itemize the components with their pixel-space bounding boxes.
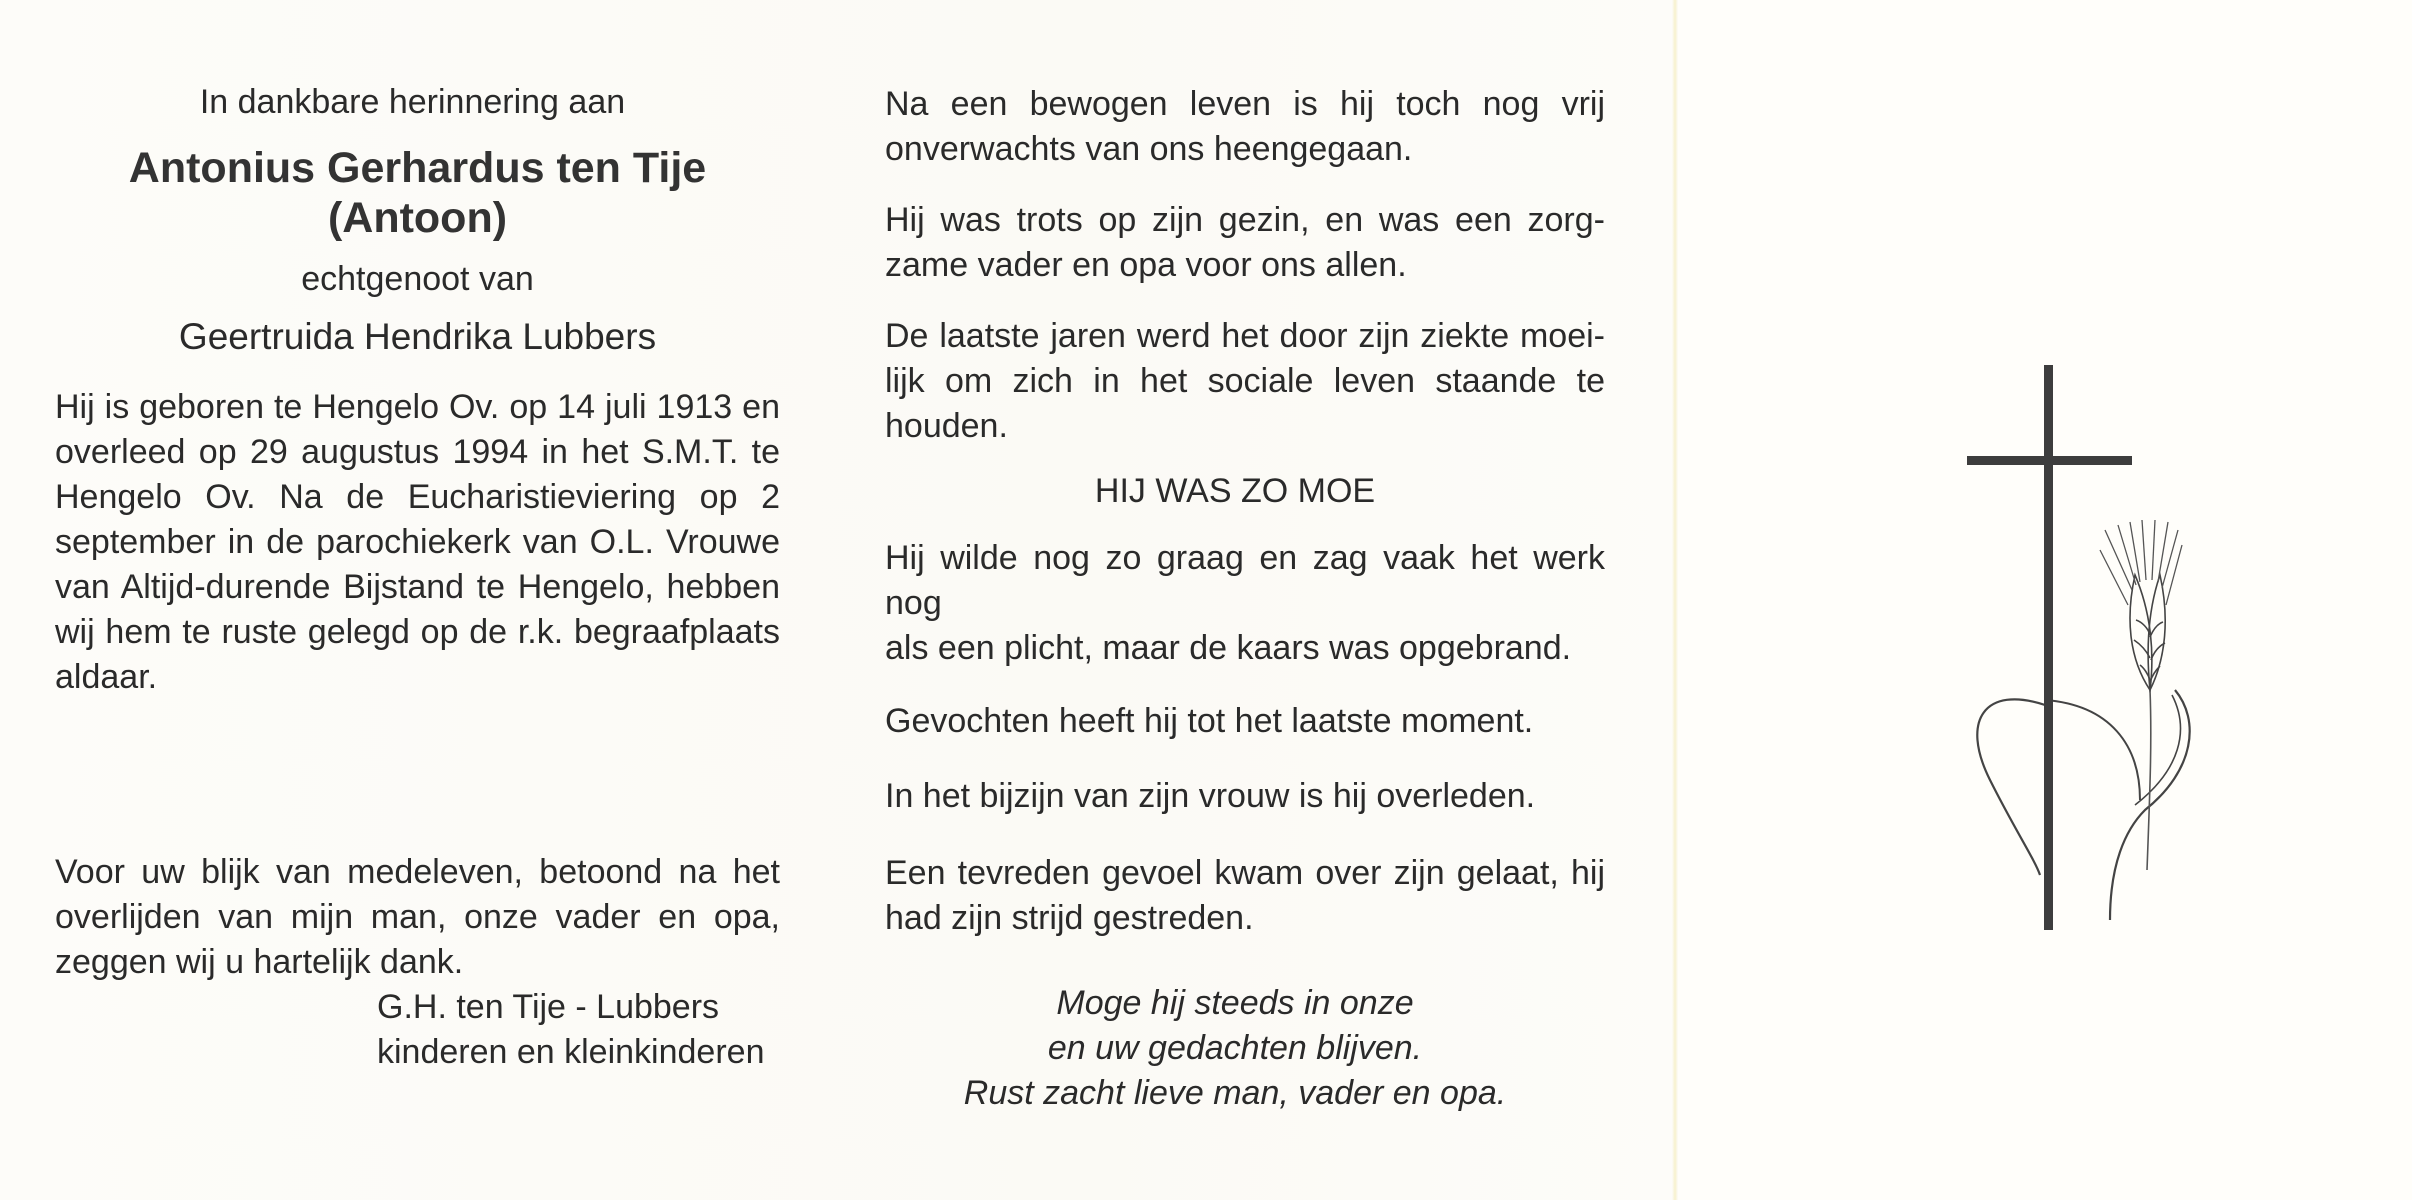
bio-paragraph xyxy=(55,385,780,700)
poem-heading: HIJ WAS ZO MOE xyxy=(1094,472,1376,510)
spouse-name: Geertruida Hendrika Lubbers xyxy=(178,316,657,357)
text-line: als een plicht, maar de kaars was opgebrand. xyxy=(885,629,1572,667)
paragraph-3 xyxy=(885,314,1605,449)
text-line: lijk om zich in het sociale leven staande te xyxy=(885,362,1605,400)
thanks-line: Voor uw blijk van medeleven, betoond na het xyxy=(55,853,780,891)
text-line: zame vader en opa voor ons allen. xyxy=(885,246,1407,284)
verse-line: Moge hij steeds in onze xyxy=(1056,984,1414,1022)
text-line: Een tevreden gevoel kwam over zijn gelaat, hij xyxy=(885,854,1605,892)
thanks-paragraph xyxy=(55,850,780,985)
bio-line: september in de parochiekerk van O.L. Vrouwe xyxy=(55,523,780,561)
bio-line: wij hem te ruste gelegd op de r.k. begraafplaats xyxy=(55,613,780,651)
signature xyxy=(55,985,780,1075)
text-line: had zijn strijd gestreden. xyxy=(885,899,1254,937)
bio-line: overleed op 29 augustus 1994 in het S.M.T. te xyxy=(55,433,780,471)
paragraph-6: In het bijzijn van zijn vrouw is hij overleden. xyxy=(885,777,1536,815)
paragraph-1 xyxy=(885,82,1605,172)
deceased-name: Antonius Gerhardus ten Tije xyxy=(128,144,707,192)
paragraph-7 xyxy=(885,851,1605,941)
text-line: Hij was trots op zijn gezin, en was een zorg- xyxy=(885,201,1605,239)
text-line: De laatste jaren werd het door zijn ziekte moei- xyxy=(885,317,1605,355)
bio-line: aldaar. xyxy=(55,658,158,696)
thanks-line: overlijden van mijn man, onze vader en opa, xyxy=(55,898,780,936)
verse-line: Rust zacht lieve man, vader en opa. xyxy=(963,1074,1507,1112)
middle-panel xyxy=(885,82,1605,1116)
verse-line: en uw gedachten blijven. xyxy=(1047,1029,1423,1067)
closing-verse xyxy=(885,981,1605,1116)
deceased-nickname: (Antoon) xyxy=(327,194,508,242)
cross-with-wheat-icon xyxy=(1960,360,2220,940)
left-panel xyxy=(55,80,780,1075)
paragraph-2 xyxy=(885,198,1605,288)
intro-text: In dankbare herinnering aan xyxy=(199,83,626,121)
thanks-line: zeggen wij u hartelijk dank. xyxy=(55,943,464,981)
signature-line: G.H. ten Tije - Lubbers xyxy=(377,988,720,1026)
text-line: Na een bewogen leven is hij toch nog vrij xyxy=(885,85,1605,123)
text-line: onverwachts van ons heengegaan. xyxy=(885,130,1413,168)
bio-line: Hengelo Ov. Na de Eucharistieviering op 2 xyxy=(55,478,780,516)
paragraph-5: Gevochten heeft hij tot het laatste moment. xyxy=(885,702,1534,740)
paragraph-4 xyxy=(885,536,1605,671)
signature-line: kinderen en kleinkinderen xyxy=(377,1033,765,1071)
text-line: houden. xyxy=(885,407,1008,445)
spouse-intro: echtgenoot van xyxy=(301,260,534,298)
text-line: Hij wilde nog zo graag en zag vaak het werk nog xyxy=(885,539,1605,622)
bio-line: Hij is geboren te Hengelo Ov. op 14 juli 1913 en xyxy=(55,388,780,426)
bio-line: van Altijd-durende Bijstand te Hengelo, hebben xyxy=(55,568,780,606)
